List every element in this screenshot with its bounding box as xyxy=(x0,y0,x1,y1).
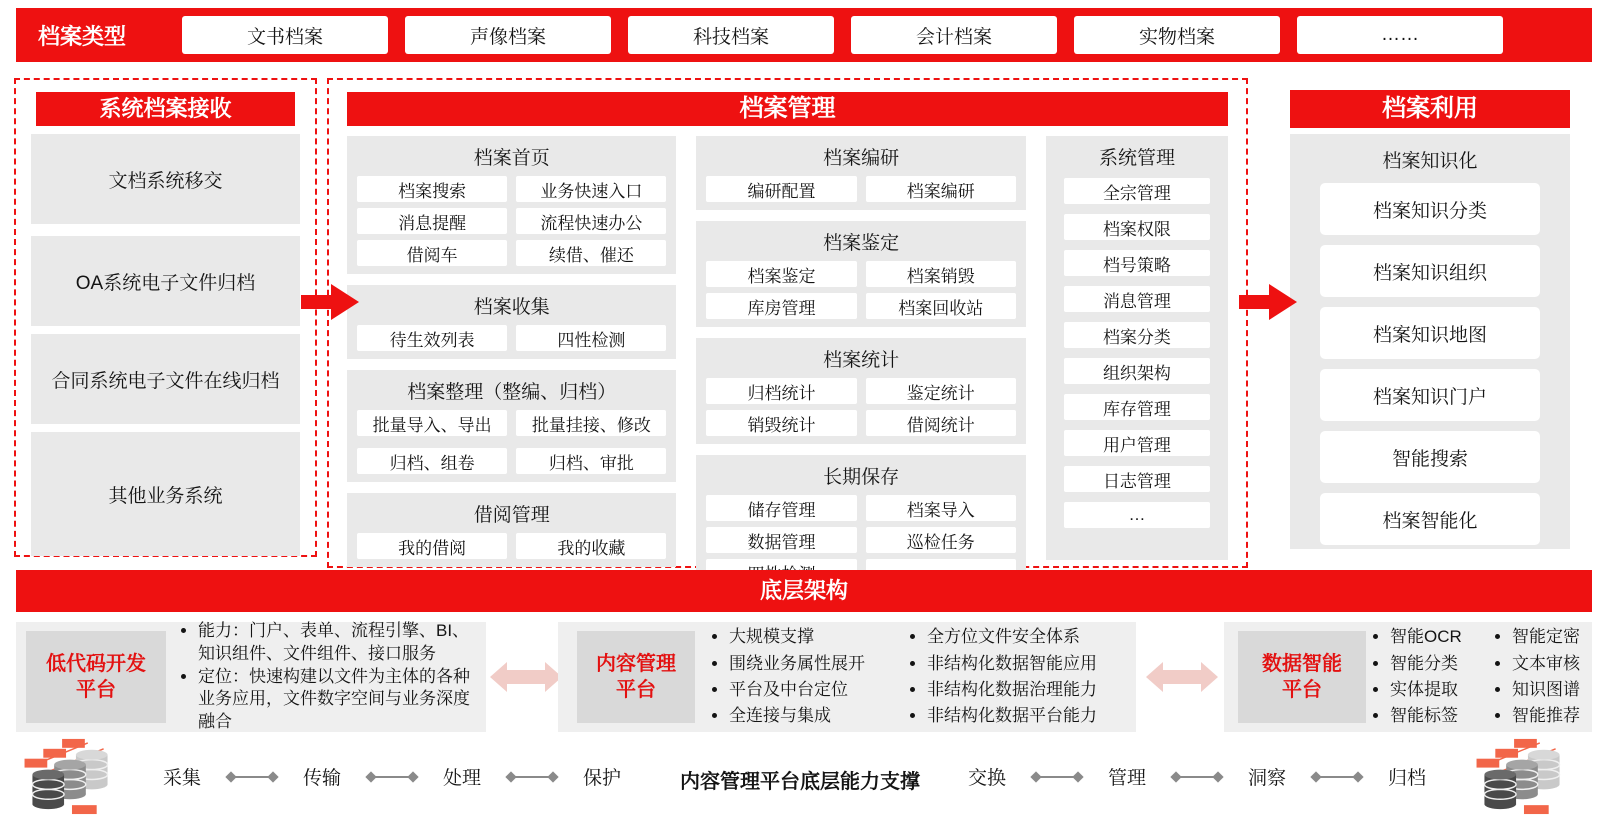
capability-item: 传输 xyxy=(302,768,341,789)
utilize-item: 档案知识门户 xyxy=(1320,369,1540,421)
capability-item: 保护 xyxy=(582,768,621,789)
platform-card-content-management xyxy=(558,622,1136,732)
platform-name-line2: 平台 xyxy=(616,679,656,701)
bullet-item: • 大规模支撑 xyxy=(729,624,901,650)
group-archive-arrange xyxy=(347,370,676,482)
feature-item: … xyxy=(1064,502,1210,528)
receive-system-item: 合同系统电子文件在线归档 xyxy=(31,334,300,424)
feature-item: 待生效列表 xyxy=(357,325,507,351)
capability-center-title: 内容管理平台底层能力支撑 xyxy=(680,771,920,793)
platform-bullets-left xyxy=(1368,624,1490,729)
section-header-receive: 系统档案接收 xyxy=(36,92,295,126)
group-title: 长期保存 xyxy=(823,467,900,488)
receive-item-list xyxy=(31,134,300,556)
receive-system-item: 其他业务系统 xyxy=(31,432,300,556)
archive-type-item: 实物档案 xyxy=(1074,16,1280,54)
feature-item: 数据管理 xyxy=(706,527,856,553)
feature-item: 档案搜索 xyxy=(357,176,507,202)
double-diamond-connector xyxy=(1315,776,1359,778)
feature-item: 业务快速入口 xyxy=(516,176,666,202)
archive-types-label: 档案类型 xyxy=(38,23,127,49)
flow-arrow-icon xyxy=(301,281,359,323)
management-column-3 xyxy=(1046,136,1228,560)
bullet-item: • 全连接与集成 xyxy=(729,703,901,729)
feature-item: 组织架构 xyxy=(1064,358,1210,384)
feature-item: 库存管理 xyxy=(1064,394,1210,420)
feature-item: 全宗管理 xyxy=(1064,178,1210,204)
management-column-1 xyxy=(347,136,676,560)
section-system-archive-receive xyxy=(14,78,317,557)
capability-row xyxy=(0,733,1608,818)
feature-item: 借阅车 xyxy=(357,240,507,266)
platform-bullets-left xyxy=(703,624,901,729)
platform-name-line1: 内容管理 xyxy=(596,653,676,675)
platform-name-line2: 平台 xyxy=(1282,679,1322,701)
double-diamond-connector xyxy=(510,776,554,778)
platform-label xyxy=(26,631,166,723)
archive-type-item: …… xyxy=(1297,16,1503,54)
bullet-item: • 非结构化数据治理能力 xyxy=(927,677,1097,703)
double-arrow-icon xyxy=(490,655,562,699)
group-borrow-manage xyxy=(347,493,676,567)
group-items xyxy=(357,176,666,266)
feature-item: 库房管理 xyxy=(706,293,856,319)
double-diamond-connector xyxy=(1035,776,1079,778)
group-title: 档案收集 xyxy=(473,297,550,318)
bullet-item: • 定位：快速构建以文件为主体的各种业务应用，文件数字空间与业务深度融合 xyxy=(198,666,486,734)
group-archive-appraise xyxy=(696,221,1025,327)
archive-type-item: 会计档案 xyxy=(851,16,1057,54)
utilize-item: 档案知识分类 xyxy=(1320,183,1540,235)
receive-system-item: 文档系统移交 xyxy=(31,134,300,224)
bullet-item: • 全方位文件安全体系 xyxy=(927,624,1097,650)
utilize-item: 档案智能化 xyxy=(1320,493,1540,545)
bullet-item: • 智能OCR xyxy=(1390,624,1490,650)
bullet-item: • 实体提取 xyxy=(1390,677,1490,703)
feature-item: 档案分类 xyxy=(1064,322,1210,348)
group-title: 档案鉴定 xyxy=(823,233,900,254)
bullet-item: • 智能定密 xyxy=(1512,624,1580,650)
feature-item: 日志管理 xyxy=(1064,466,1210,492)
feature-item: 消息提醒 xyxy=(357,208,507,234)
feature-item: 用户管理 xyxy=(1064,430,1210,456)
platform-card-data-intelligence xyxy=(1224,622,1592,732)
feature-item: 档案编研 xyxy=(866,176,1016,202)
feature-item: 销毁统计 xyxy=(706,410,856,436)
feature-item: 消息管理 xyxy=(1064,286,1210,312)
capability-item: 处理 xyxy=(442,768,481,789)
feature-item: 归档、组卷 xyxy=(357,448,507,474)
bullet-item: • 智能推荐 xyxy=(1512,703,1580,729)
capability-chain-left xyxy=(163,763,621,790)
archive-type-item: 声像档案 xyxy=(405,16,611,54)
group-items xyxy=(357,410,666,474)
capability-item: 交换 xyxy=(968,768,1007,789)
section-header-management: 档案管理 xyxy=(347,92,1228,126)
capability-item: 管理 xyxy=(1107,768,1146,789)
platform-label xyxy=(577,631,695,723)
feature-item: 档案权限 xyxy=(1064,214,1210,240)
section-archive-utilize xyxy=(1290,90,1570,549)
group-title: 系统管理 xyxy=(1098,148,1175,169)
section-header-utilize: 档案利用 xyxy=(1290,90,1570,128)
platform-card-lowcode xyxy=(16,622,486,732)
feature-item: 续借、催还 xyxy=(516,240,666,266)
archive-type-item: 文书档案 xyxy=(182,16,388,54)
archive-type-list xyxy=(182,16,1503,54)
group-title: 档案统计 xyxy=(823,350,900,371)
feature-item: 编研配置 xyxy=(706,176,856,202)
group-title: 档案编研 xyxy=(823,148,900,169)
feature-item: 我的借阅 xyxy=(357,533,507,559)
archive-types-bar xyxy=(16,8,1592,62)
feature-item: 档案鉴定 xyxy=(706,261,856,287)
capability-item: 归档 xyxy=(1387,768,1426,789)
feature-item: 四性检测 xyxy=(516,325,666,351)
flow-arrow-icon xyxy=(1239,281,1297,323)
database-icon xyxy=(22,733,118,818)
double-diamond-connector xyxy=(230,776,274,778)
feature-item: 档案销毁 xyxy=(866,261,1016,287)
feature-item: 档案回收站 xyxy=(866,293,1016,319)
group-title: 档案知识化 xyxy=(1382,151,1478,172)
bullet-item: • 智能分类 xyxy=(1390,651,1490,677)
group-items xyxy=(706,261,1015,319)
bullet-item: • 文本审核 xyxy=(1512,651,1580,677)
receive-system-item: OA系统电子文件归档 xyxy=(31,236,300,326)
feature-item: 储存管理 xyxy=(706,495,856,521)
group-archive-home xyxy=(347,136,676,274)
feature-item: 档案导入 xyxy=(866,495,1016,521)
group-title: 借阅管理 xyxy=(473,505,550,526)
group-archive-statistics xyxy=(696,338,1025,444)
bullet-item: • 知识图谱 xyxy=(1512,677,1580,703)
bullet-item: • 非结构化数据智能应用 xyxy=(927,651,1097,677)
group-title: 档案首页 xyxy=(473,148,550,169)
group-title: 档案整理（整编、归档） xyxy=(407,382,617,403)
management-columns xyxy=(347,136,1228,560)
database-icon xyxy=(1474,733,1570,818)
group-items xyxy=(357,533,666,559)
feature-item: 巡检任务 xyxy=(866,527,1016,553)
platform-name-line2: 平台 xyxy=(76,679,116,701)
bullet-item: • 平台及中台定位 xyxy=(729,677,901,703)
section-header-base-architecture: 底层架构 xyxy=(16,570,1592,612)
group-system-manage xyxy=(1046,136,1228,560)
capability-item: 洞察 xyxy=(1247,768,1286,789)
utilize-item: 智能搜索 xyxy=(1320,431,1540,483)
knowledge-group xyxy=(1290,134,1570,549)
capability-item: 采集 xyxy=(163,768,202,789)
feature-item: 我的收藏 xyxy=(516,533,666,559)
platform-name-line1: 数据智能 xyxy=(1262,653,1342,675)
group-items xyxy=(1320,183,1540,545)
feature-item: 借阅统计 xyxy=(866,410,1016,436)
feature-item: 批量挂接、修改 xyxy=(516,410,666,436)
platform-bullets-right xyxy=(1490,624,1580,729)
bullet-item: • 围绕业务属性展开 xyxy=(729,651,901,677)
double-arrow-icon xyxy=(1146,655,1218,699)
platform-bullets-right xyxy=(901,624,1097,729)
feature-item: 档号策略 xyxy=(1064,250,1210,276)
feature-item: 归档、审批 xyxy=(516,448,666,474)
section-archive-management xyxy=(327,78,1248,568)
platform-label xyxy=(1238,631,1366,723)
platform-bullets xyxy=(172,620,486,733)
feature-item: 鉴定统计 xyxy=(866,378,1016,404)
utilize-item: 档案知识地图 xyxy=(1320,307,1540,359)
double-diamond-connector xyxy=(1175,776,1219,778)
bullet-item: • 能力：门户、表单、流程引擎、BI、知识组件、文件组件、接口服务 xyxy=(198,620,486,665)
double-diamond-connector xyxy=(370,776,414,778)
management-column-2 xyxy=(696,136,1025,560)
group-archive-research xyxy=(696,136,1025,210)
group-items xyxy=(706,378,1015,436)
feature-item: 流程快速办公 xyxy=(516,208,666,234)
utilize-item: 档案知识组织 xyxy=(1320,245,1540,297)
group-items xyxy=(1056,176,1218,528)
bullet-item: • 智能标签 xyxy=(1390,703,1490,729)
bullet-item: • 非结构化数据平台能力 xyxy=(927,703,1097,729)
group-items xyxy=(706,176,1015,202)
platform-bullet-columns xyxy=(703,624,1097,729)
platform-bullet-columns xyxy=(1368,624,1580,729)
capability-chain-right xyxy=(968,763,1426,790)
platform-name-line1: 低代码开发 xyxy=(46,653,146,675)
archive-type-item: 科技档案 xyxy=(628,16,834,54)
feature-item: 批量导入、导出 xyxy=(357,410,507,436)
feature-item: 归档统计 xyxy=(706,378,856,404)
group-items xyxy=(357,325,666,351)
group-archive-collect xyxy=(347,285,676,359)
